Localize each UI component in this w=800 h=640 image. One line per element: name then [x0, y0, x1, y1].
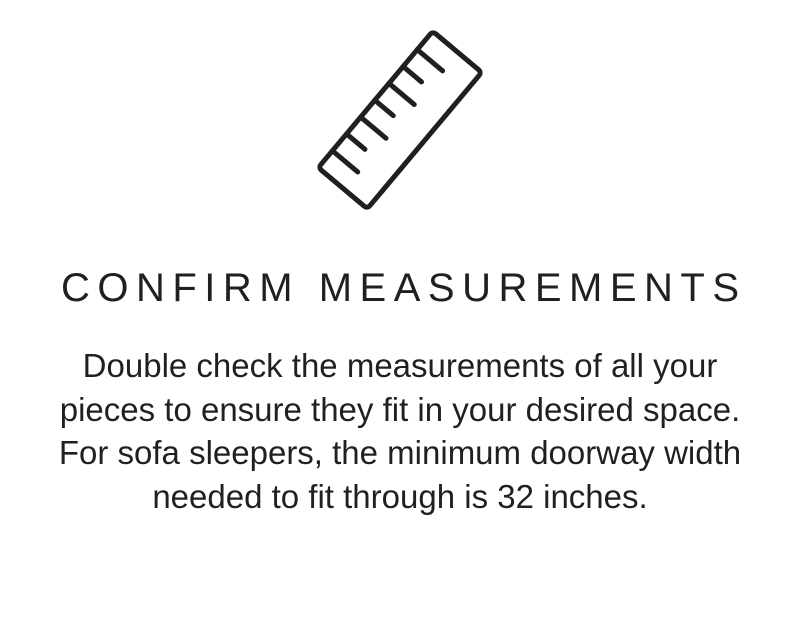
body-text: Double check the measurements of all your pieces to ensure they fit in your desired space. For sofa sleepers, the minimum doorway width needed to fit through is 32 inches.	[58, 347, 742, 515]
ruler-icon	[290, 20, 510, 220]
page-title: CONFIRM MEASUREMENTS	[60, 266, 747, 310]
